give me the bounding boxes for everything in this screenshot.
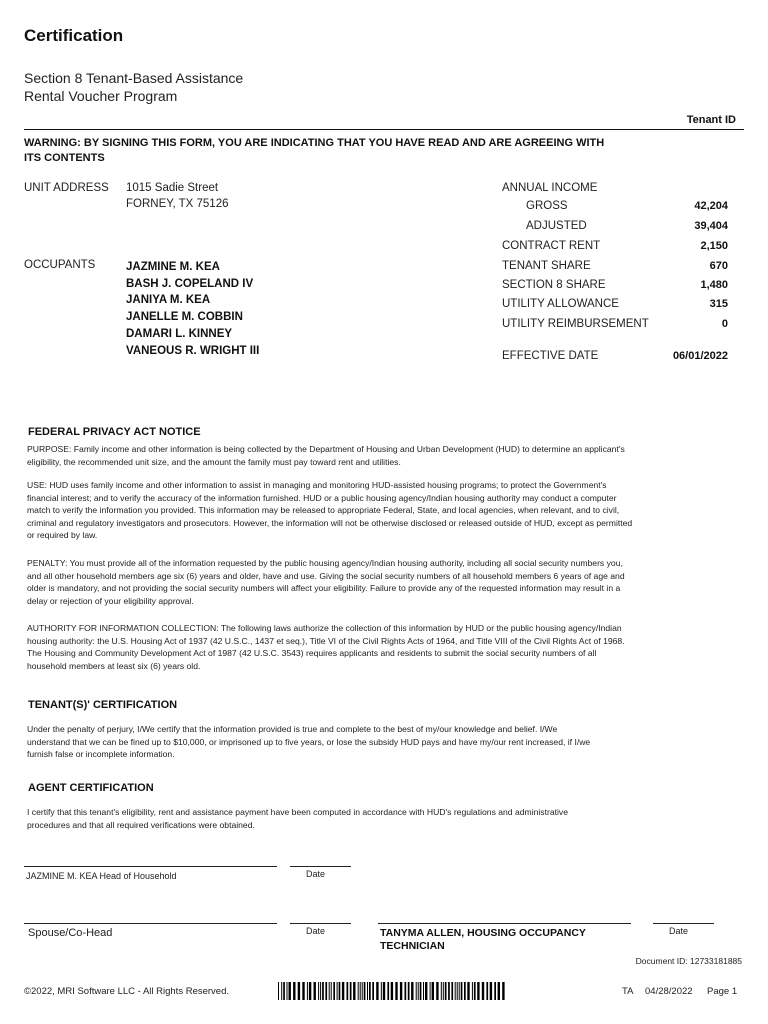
spouse-date-line	[290, 923, 351, 924]
spouse-date-label: Date	[306, 926, 326, 936]
page-number: Page 1	[707, 986, 738, 997]
program-subtitle-1: Section 8 Tenant-Based Assistance	[24, 70, 244, 86]
spouse-signature-label: Spouse/Co-Head	[28, 927, 113, 939]
adjusted-income-label: ADJUSTED	[526, 220, 587, 232]
occupant-name: JANELLE M. COBBIN	[126, 311, 243, 324]
adjusted-income-value: 39,404	[694, 220, 728, 232]
agent-cert-heading: AGENT CERTIFICATION	[28, 782, 154, 794]
annual-income-label: ANNUAL INCOME	[502, 182, 598, 194]
gross-income-value: 42,204	[694, 200, 728, 212]
occupants-list	[126, 259, 259, 359]
tenant-share-value: 670	[709, 260, 728, 272]
occupant-name: DAMARI L. KINNEY	[126, 327, 233, 340]
tenant-share-label: TENANT SHARE	[502, 260, 591, 272]
head-date-label: Date	[306, 869, 326, 879]
utility-allowance-value: 315	[709, 298, 728, 310]
occupant-name: JANIYA M. KEA	[126, 294, 211, 307]
occupant-name: VANEOUS R. WRIGHT III	[126, 344, 260, 357]
agent-signature-line	[378, 923, 631, 924]
spouse-signature-line	[24, 923, 277, 924]
agent-name-line1: TANYMA ALLEN, HOUSING OCCUPANCY	[380, 927, 586, 939]
privacy-penalty: PENALTY: You must provide all of the information requested by the public housing agency/Indian housing authority, including all social security numbers you, and all other household members age six (6) years and older, have and use. Giving the social security numbers of all household members 6 years of age and older is mandatory, and not providing the social security numbers will affect your eligibility. Failure to provide any of the requested information may result in a delay or rejection of your eligibility approval.	[27, 558, 625, 606]
effective-date-value: 06/01/2022	[672, 350, 728, 362]
effective-date-label: EFFECTIVE DATE	[502, 350, 599, 362]
utility-allowance-label: UTILITY ALLOWANCE	[502, 298, 619, 310]
agent-name-line2: TECHNICIAN	[380, 940, 445, 951]
head-signature-line	[24, 866, 277, 867]
gross-income-label: GROSS	[526, 200, 568, 212]
copyright-notice: ©2022, MRI Software LLC - All Rights Reserved.	[24, 986, 230, 997]
occupant-name: JAZMINE M. KEA	[126, 261, 220, 273]
header-divider	[24, 129, 744, 130]
unit-address-line1: 1015 Sadie Street	[126, 182, 219, 194]
document-id: Document ID: 12733181885	[635, 956, 742, 966]
tenant-cert-text: Under the penalty of perjury, I/We certify that the information provided is true and complete to the best of my/our knowledge and belief. I/We understand that we can be fined up to $10,000, or imprisoned up to five years, or lose the subsidy HUD pays and have my/our rent increased, if I/we furnish false or incomplete information.	[27, 724, 591, 759]
utility-reimbursement-value: 0	[721, 318, 728, 330]
section8-share-label: SECTION 8 SHARE	[502, 279, 606, 291]
occupants-label: OCCUPANTS	[24, 259, 96, 271]
agent-cert-text: I certify that this tenant's eligibility, rent and assistance payment have been computed in accordance with HUD's regulations and administrative procedures and that all required verifications were obtained.	[27, 807, 568, 830]
head-signature-label: JAZMINE M. KEA Head of Household	[26, 871, 177, 881]
privacy-purpose: PURPOSE: Family income and other information is being collected by the Department of Housing and Urban Development (HUD) to determine an applicant's eligibility, the recommended unit size, and the amount the family must pay toward rent and utilities.	[27, 444, 625, 467]
agent-date-line	[653, 923, 714, 924]
unit-address-line2: FORNEY, TX 75126	[126, 198, 229, 210]
head-date-line	[290, 866, 351, 867]
section8-share-value: 1,480	[700, 279, 728, 291]
program-subtitle-2: Rental Voucher Program	[24, 88, 178, 104]
agent-date-label: Date	[669, 926, 689, 936]
contract-rent-value: 2,150	[700, 240, 728, 252]
warning-notice: WARNING: BY SIGNING THIS FORM, YOU ARE INDICATING THAT YOU HAVE READ AND ARE AGREEING WITH ITS CONTENTS	[24, 137, 605, 164]
form-code: TA	[622, 986, 634, 997]
unit-address-label: UNIT ADDRESS	[24, 182, 109, 194]
privacy-use: USE: HUD uses family income and other information to assist in managing and monitoring HUD-assisted housing programs; to protect the Government's financial interest; and to verify the accuracy of the information furnished. HUD or a public housing agency/Indian housing authority may conduct a computer match to verify the information you provided. This information may be released to appropriate Federal, State, and local agencies, when relevant, and to civil, criminal and regulatory investigators and prosecutors. However, the information will not be otherwise disclosed or released outside of HUD, except as permitted or required by law.	[27, 480, 633, 540]
print-date: 04/28/2022	[645, 986, 693, 997]
privacy-authority: AUTHORITY FOR INFORMATION COLLECTION: The following laws authorize the collection of this information by HUD or the public housing agency/Indian housing authority: the U.S. Housing Act of 1937 (42 U.S.C., 1437 et seq.), Title VI of the Civil Rights Acts of 1964, and Title VIII of the Civil Rights Act of 1968. The Housing and Community Development Act of 1987 (42 U.S.C. 3543) requires applicants and residents to submit the social security numbers of all household members at least six (6) years old.	[27, 623, 625, 671]
barcode-image	[278, 982, 506, 1000]
privacy-heading: FEDERAL PRIVACY ACT NOTICE	[28, 426, 201, 438]
page-title: Certification	[24, 26, 124, 45]
occupant-name: BASH J. COPELAND IV	[126, 277, 254, 290]
tenant-cert-heading: TENANT(S)' CERTIFICATION	[28, 699, 178, 711]
utility-reimbursement-label: UTILITY REIMBURSEMENT	[502, 318, 649, 330]
tenant-id-label: Tenant ID	[686, 114, 736, 126]
contract-rent-label: CONTRACT RENT	[502, 240, 601, 252]
